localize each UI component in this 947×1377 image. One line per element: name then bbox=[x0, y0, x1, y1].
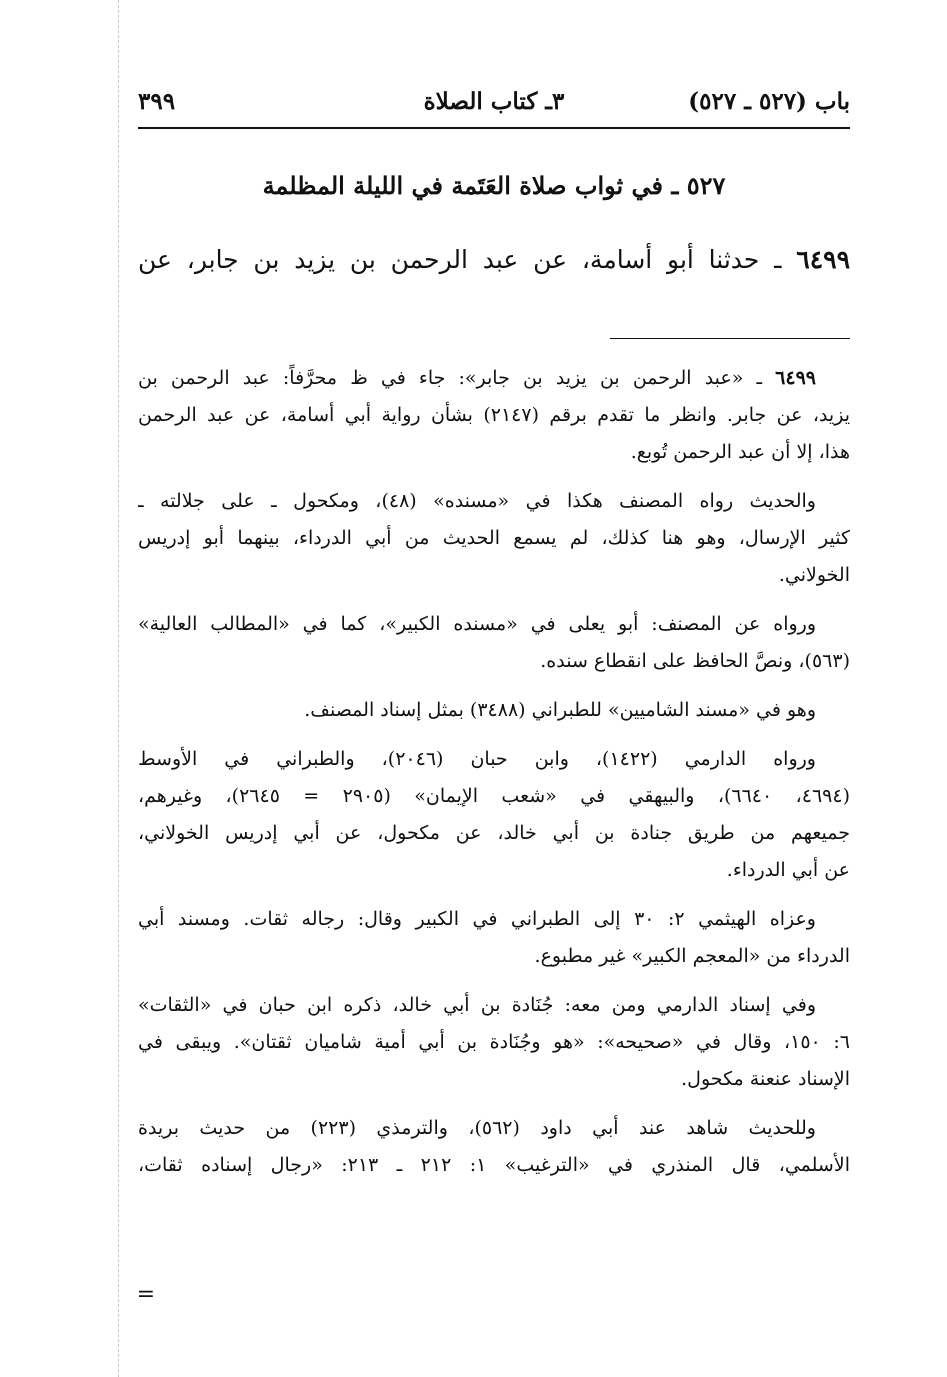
footnote-line: وللحديث شاهد عند أبي داود (٥٦٢)، والترمذي (٢٢٣) من حديث بريدة bbox=[138, 1117, 816, 1139]
footnote-paragraph bbox=[138, 741, 850, 889]
footnote-paragraph bbox=[138, 987, 850, 1098]
continuation-mark: = bbox=[136, 1282, 155, 1307]
footnote-line: وهو في «مسند الشاميين» للطبراني (٣٤٨٨) بمثل إسناد المصنف. bbox=[304, 699, 816, 721]
footnote-line: (٤٦٩٤، ٦٦٤٠)، والبيهقي في «شعب الإيمان» (٢٩٠٥ = ٢٦٤٥)، وغيرهم، bbox=[138, 785, 850, 807]
footnote-line: وفي إسناد الدارمي ومن معه: جُنَادة بن أبي خالد، ذكره ابن حبان في «الثقات» bbox=[138, 994, 816, 1016]
footnote-line: وعزاه الهيثمي ٢: ٣٠ إلى الطبراني في الكبير وقال: رجاله ثقات. ومسند أبي bbox=[138, 908, 816, 930]
footnote-line: الإسناد عنعنة مكحول. bbox=[681, 1068, 850, 1090]
hadith-body: ـ حدثنا أبو أسامة، عن عبد الرحمن بن يزيد بن جابر، عن bbox=[138, 245, 797, 274]
scan-edge bbox=[118, 0, 119, 1377]
hadith-text bbox=[138, 238, 850, 282]
footnotes bbox=[138, 360, 850, 1196]
chapter-title: ٥٢٧ ـ في ثواب صلاة العَتَمة في الليلة المظلمة bbox=[262, 171, 726, 200]
footnote-text: ـ «عبد الرحمن بن يزيد بن جابر»: جاء في ظ محرَّفاً: عبد الرحمن بن bbox=[138, 367, 776, 389]
footnote-line: ٦: ١٥٠، وقال في «صحيحه»: «هو وجُنَادة بن أبي أمية شاميان ثقتان». ويبقى في bbox=[138, 1031, 850, 1053]
footnote-line: الأسلمي، قال المنذري في «الترغيب» ١: ٢١٢ ـ ٢١٣: «رجال إسناده ثقات، bbox=[138, 1154, 850, 1176]
footnote-paragraph bbox=[138, 1110, 850, 1184]
footnote-line: عن أبي الدرداء. bbox=[726, 859, 850, 881]
footnote-paragraph bbox=[138, 360, 850, 471]
footnote-line: جميعهم من طريق جنادة بن أبي خالد، عن مكحول، عن أبي إدريس الخولاني، bbox=[138, 822, 850, 844]
footnote-paragraph bbox=[138, 606, 850, 680]
footnote-line: ورواه عن المصنف: أبو يعلى في «مسنده الكبير»، كما في «المطالب العالية» bbox=[138, 613, 816, 635]
footnote-paragraph bbox=[138, 692, 850, 729]
footnote-line: هذا، إلا أن عبد الرحمن تُوبع. bbox=[630, 441, 850, 463]
header-rule bbox=[138, 127, 850, 129]
footnote-line bbox=[138, 360, 850, 397]
footnote-paragraph bbox=[138, 901, 850, 975]
footnote-paragraph bbox=[138, 483, 850, 594]
footnote-number: ٦٤٩٩ bbox=[775, 367, 816, 389]
footnote-line: الدرداء من «المعجم الكبير» غير مطبوع. bbox=[534, 945, 850, 967]
footnote-line: (٥٦٣)، ونصَّ الحافظ على انقطاع سنده. bbox=[540, 650, 850, 672]
footnote-line: كثير الإرسال، وهو هنا كذلك، لم يسمع الحديث من أبي الدرداء، بينهما أبو إدريس bbox=[138, 527, 850, 549]
footnote-line: ورواه الدارمي (١٤٢٢)، وابن حبان (٢٠٤٦)، والطبراني في الأوسط bbox=[138, 748, 816, 770]
running-header bbox=[138, 84, 850, 128]
footnote-rule bbox=[610, 338, 850, 339]
book-title: ٣ـ كتاب الصلاة bbox=[423, 88, 565, 115]
chapter-range: باب (٥٢٧ ـ ٥٢٧) bbox=[688, 88, 850, 115]
footnote-line: يزيد، عن جابر. وانظر ما تقدم برقم (٢١٤٧) بشأن رواية أبي أسامة، عن عبد الرحمن bbox=[138, 404, 850, 426]
footnote-line: الخولاني. bbox=[778, 564, 850, 586]
page-number: ٣٩٩ bbox=[138, 88, 176, 115]
footnote-line: والحديث رواه المصنف هكذا في «مسنده» (٤٨)، ومكحول ـ على جلالته ـ bbox=[138, 490, 816, 512]
hadith-number: ٦٤٩٩ bbox=[796, 245, 850, 274]
